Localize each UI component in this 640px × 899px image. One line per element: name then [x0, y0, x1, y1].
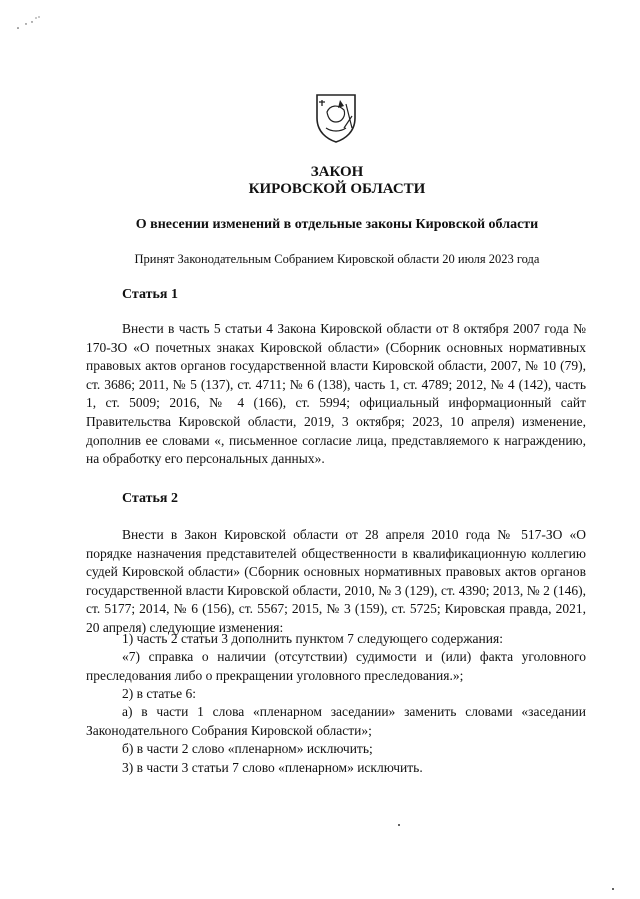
scan-speck — [398, 824, 400, 826]
article-2-heading: Статья 2 — [122, 491, 178, 506]
adoption-note: Принят Законодательным Собранием Кировской области 20 июля 2023 года — [134, 252, 540, 266]
article-2-item-2: 2) в статье 6: — [122, 686, 196, 701]
coat-of-arms-icon — [314, 92, 358, 144]
article-2-item-1: 1) часть 2 статьи 3 дополнить пунктом 7 следующего содержания: — [122, 631, 503, 646]
article-2-item-2b: б) в части 2 слово «пленарном» исключить; — [122, 741, 373, 756]
article-2-item-1-content: «7) справка о наличии (отсутствии) судимости и (или) факта уголовного преследования либо о прекращении уголовного преследования.»; — [86, 649, 586, 683]
article-2-item-2a: а) в части 1 слова «пленарном заседании» заменить словами «заседании Законодательного Собрания Кировской области»; — [86, 704, 586, 738]
scan-speck — [612, 888, 614, 890]
law-subtitle: О внесении изменений в отдельные законы Кировской области — [135, 217, 539, 232]
article-1-heading: Статья 1 — [122, 287, 178, 302]
article-2-item-3: 3) в части 3 статьи 7 слово «пленарном» исключить. — [122, 760, 423, 775]
law-region: КИРОВСКОЙ ОБЛАСТИ — [248, 181, 426, 197]
law-title: ЗАКОН — [310, 164, 364, 180]
article-2-text: Внести в Закон Кировской области от 28 апреля 2010 года № 517-ЗО «О порядке назначения представителей общественности в квалификационную коллегию судей Кировской области» (Сборник основных нормативных правовых актов органов государственной власти Кировской области, 2010, № 3 (129), ст. 4390; 2013, № 2 (146), ст. 5177; 2014, № 6 (156), ст. 5567; 2015, № 3 (159), ст. 5725; Кировская правда, 2021, 20 апреля) следующие изменения: — [86, 527, 586, 635]
scan-specks — [14, 12, 54, 42]
article-1-text: Внести в часть 5 статьи 4 Закона Кировской области от 8 октября 2007 года № 170-ЗО «О почетных знаках Кировской области» (Сборник основных нормативных правовых актов органов государственной власти Кировской области, 2007, № 10 (79), ст. 3686; 2011, № 5 (137), ст. 4711; № 6 (138), часть 1, ст. 4789; 2012, № 4 (142), часть 1, ст. 5009; 2016, № 4 (166), ст. 5994; официальный информационный сайт Правительства Кировской области, 2019, 3 октября; 2023, 10 апреля) изменение, дополнив ее словами «, письменное согласие лица, представляемого к награждению, на обработку его персональных данных». — [86, 321, 586, 467]
